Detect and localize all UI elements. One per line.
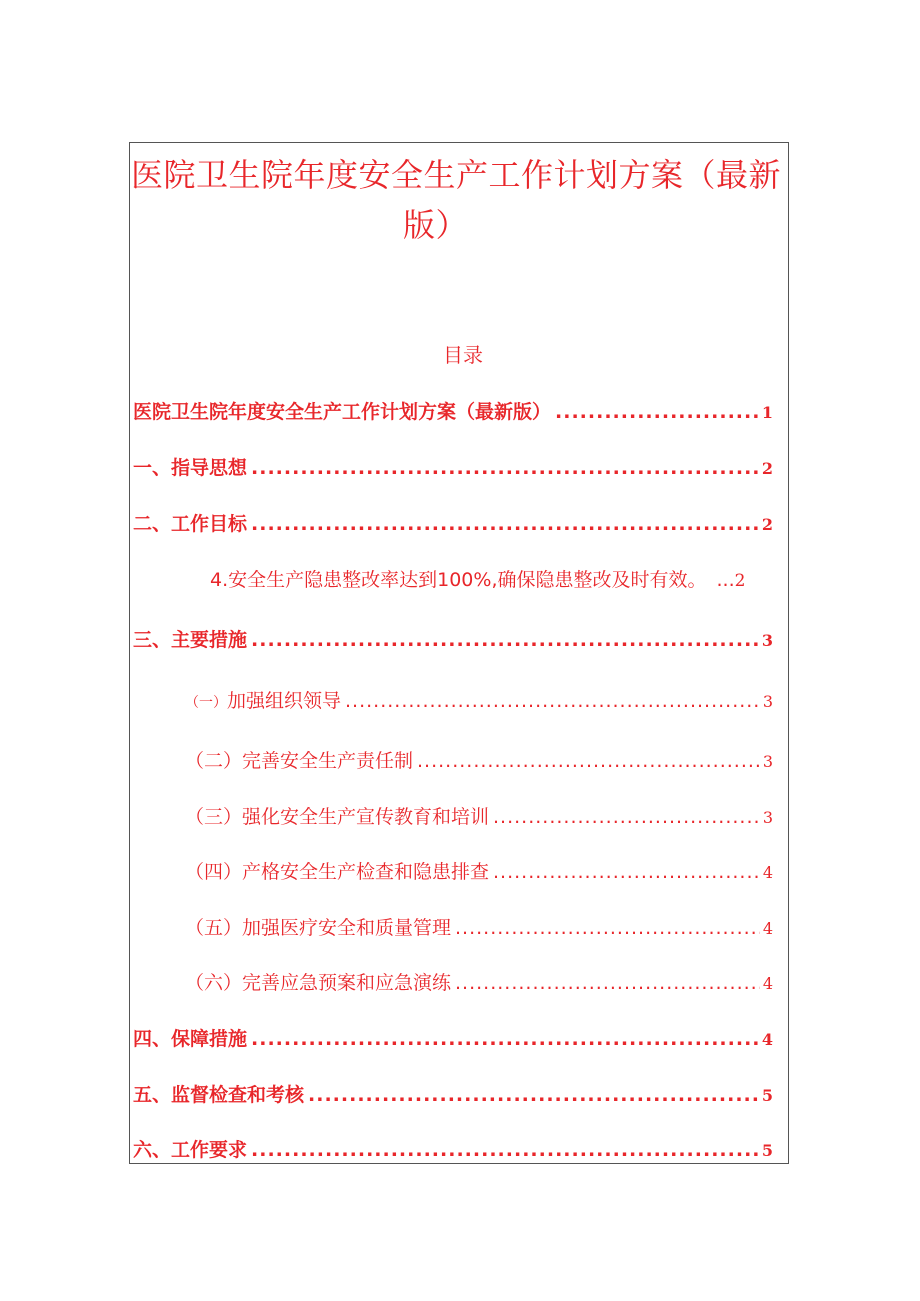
toc-dot-leader — [251, 513, 759, 535]
toc-dot-leader — [308, 1084, 759, 1106]
toc-entry-label: （六）完善应急预案和应急演练 — [185, 972, 452, 994]
toc-dot-leader — [345, 690, 760, 712]
toc-page-number: 2 — [734, 571, 746, 591]
toc-entry-section-2[interactable] — [133, 509, 773, 536]
toc-entry-label: （五）加强医疗安全和质量管理 — [185, 917, 452, 939]
toc-entry-text: 加强组织领导 — [227, 690, 342, 712]
toc-entry-section-4[interactable] — [133, 1024, 773, 1051]
toc-entry-number: （一） — [185, 695, 227, 711]
toc-entry-label: 五、监督检查和考核 — [133, 1084, 305, 1106]
toc-page-number: 3 — [761, 631, 773, 650]
toc-dot-leader — [555, 401, 759, 423]
toc-entry-label: （四）产格安全生产检查和隐患排查 — [185, 861, 490, 883]
toc-entry-label: （三）强化安全生产宣传教育和培训 — [185, 806, 490, 828]
toc-page-number: 2 — [761, 459, 773, 478]
toc-dot-leader — [251, 629, 759, 651]
toc-dot-leader — [251, 457, 759, 479]
toc-entry-section-1[interactable] — [133, 453, 773, 480]
toc-entry-label — [185, 686, 341, 713]
toc-dot-leader — [251, 1028, 759, 1050]
document-title-line-1: 医院卫生院年度安全生产工作计划方案（最新 — [131, 156, 782, 194]
toc-entry-section-5[interactable] — [133, 1080, 773, 1107]
toc-entry-label: 医院卫生院年度安全生产工作计划方案（最新版） — [133, 401, 552, 423]
toc-entry-measure-5[interactable] — [185, 913, 773, 940]
toc-entry-section-6[interactable] — [133, 1135, 773, 1162]
toc-short-leader: ... — [716, 569, 735, 591]
toc-entry-main-title[interactable] — [133, 397, 773, 424]
toc-page-number: 3 — [762, 752, 773, 771]
toc-entry-label: 三、主要措施 — [133, 629, 248, 651]
page-frame — [129, 142, 789, 1164]
toc-page-number: 4 — [762, 863, 773, 882]
toc-entry-measure-1[interactable] — [185, 686, 773, 713]
toc-entry-label: 四、保障措施 — [133, 1028, 248, 1050]
toc-page-number: 5 — [761, 1086, 773, 1105]
toc-page-number: 4 — [762, 919, 773, 938]
document-title — [131, 150, 791, 250]
toc-entry-measure-3[interactable] — [185, 802, 773, 829]
toc-dot-leader — [417, 750, 760, 772]
toc-entry-label: 一、指导思想 — [133, 457, 248, 479]
toc-dot-leader — [493, 861, 760, 883]
toc-entry-label: 二、工作目标 — [133, 513, 248, 535]
toc-dot-leader — [455, 972, 760, 994]
toc-heading: 目录 — [443, 343, 483, 367]
toc-entry-target-4[interactable] — [210, 565, 790, 592]
document-title-line-2: 版） — [403, 206, 469, 244]
toc-entry-measure-6[interactable] — [185, 968, 773, 995]
toc-page-number: 2 — [761, 515, 773, 534]
toc-entry-label: （二）完善安全生产责任制 — [185, 750, 414, 772]
toc-entry-label: 六、工作要求 — [133, 1139, 248, 1161]
toc-dot-leader — [455, 917, 760, 939]
toc-entry-measure-4[interactable] — [185, 857, 773, 884]
toc-page-number: 1 — [761, 403, 773, 422]
toc-page-number: 3 — [762, 808, 773, 827]
toc-page-number: 4 — [761, 1030, 773, 1049]
toc-entry-section-3[interactable] — [133, 625, 773, 652]
toc-page-number: 4 — [762, 974, 773, 993]
toc-page-number: 5 — [761, 1141, 773, 1160]
toc-dot-leader — [251, 1139, 759, 1161]
toc-dot-leader — [493, 806, 760, 828]
toc-page-number: 3 — [762, 692, 773, 711]
toc-entry-measure-2[interactable] — [185, 746, 773, 773]
toc-entry-label: 4.安全生产隐患整改率达到100%,确保隐患整改及时有效。 — [210, 569, 707, 591]
